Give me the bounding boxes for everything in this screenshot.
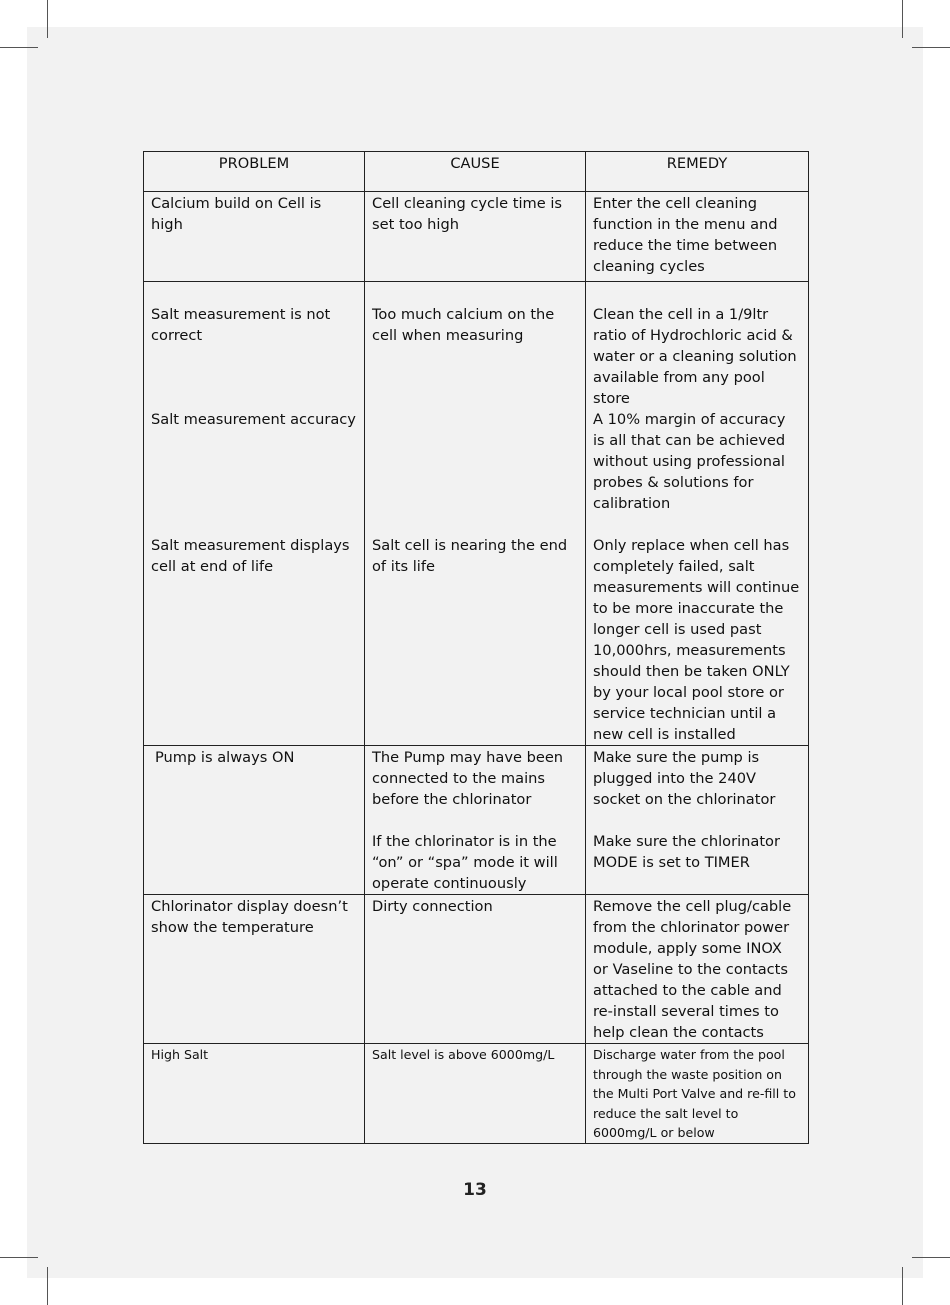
table-header-row [144, 152, 809, 192]
problem-cell [144, 895, 365, 1044]
cause-text: Dirty connection [372, 898, 493, 915]
cause-text: Cell cleaning cycle time is set too high [372, 195, 562, 233]
remedy-cell [586, 282, 809, 746]
problem-text: Pump is always ON [155, 749, 295, 766]
problem-cell [144, 1044, 365, 1144]
problem-text: Salt measurement displays cell at end of life [151, 537, 350, 575]
table-row [144, 895, 809, 1044]
problem-text: Chlorinator display doesn’t show the temperature [151, 898, 348, 936]
remedy-text: Remove the cell plug/cable from the chlorinator power module, apply some INOX or Vaseline to the contacts attached to the cable and re-install several times to help clean the contacts [593, 898, 792, 1041]
crop-mark [47, 0, 48, 38]
remedy-text: Discharge water from the pool through the waste position on the Multi Port Valve and re-fill to reduce the salt level to 6000mg/L or below [593, 1047, 796, 1140]
crop-mark [0, 1257, 38, 1258]
table-row [144, 282, 809, 746]
header-remedy: REMEDY [586, 152, 809, 192]
remedy-text: Enter the cell cleaning function in the menu and reduce the time between cleaning cycles [593, 195, 778, 275]
troubleshooting-table [143, 151, 809, 1144]
crop-mark [912, 1257, 950, 1258]
remedy-text: Make sure the chlorinator MODE is set to TIMER [593, 833, 780, 871]
crop-mark [47, 1267, 48, 1305]
remedy-cell [586, 192, 809, 282]
cause-cell [365, 895, 586, 1044]
cause-text: The Pump may have been connected to the mains before the chlorinator [372, 749, 564, 808]
crop-mark [0, 47, 38, 48]
remedy-cell [586, 746, 809, 895]
crop-mark [902, 0, 903, 38]
cause-cell [365, 1044, 586, 1144]
cause-cell [365, 282, 586, 746]
remedy-cell [586, 895, 809, 1044]
crop-mark [902, 1267, 903, 1305]
cause-text: Too much calcium on the cell when measuring [372, 306, 555, 344]
problem-cell [144, 282, 365, 746]
cause-text: Salt cell is nearing the end of its life [372, 537, 568, 575]
cause-text: Salt level is above 6000mg/L [372, 1047, 555, 1062]
remedy-text: Make sure the pump is plugged into the 240V socket on the chlorinator [593, 749, 776, 808]
cause-cell [365, 192, 586, 282]
remedy-text: A 10% margin of accuracy is all that can be achieved without using professional probes & solutions for calibration [593, 411, 786, 512]
cause-text: If the chlorinator is in the “on” or “spa” mode it will operate continuously [372, 833, 558, 892]
cause-cell [365, 746, 586, 895]
remedy-text: Clean the cell in a 1/9ltr ratio of Hydrochloric acid & water or a cleaning solution available from any pool store [593, 306, 797, 407]
problem-cell [144, 746, 365, 895]
problem-text: Salt measurement accuracy [151, 411, 356, 428]
crop-mark [912, 47, 950, 48]
problem-text: Salt measurement is not correct [151, 306, 331, 344]
remedy-text: Only replace when cell has completely failed, salt measurements will continue to be more inaccurate the longer cell is used past 10,000hrs, measurements should then be taken ONLY by your local pool store or service technician until a new cell is installed [593, 537, 800, 743]
problem-cell [144, 192, 365, 282]
table-row [144, 192, 809, 282]
page-number: 13 [463, 1180, 487, 1200]
header-problem: PROBLEM [144, 152, 365, 192]
problem-text: Calcium build on Cell is high [151, 195, 322, 233]
remedy-cell [586, 1044, 809, 1144]
table-row [144, 1044, 809, 1144]
table-row [144, 746, 809, 895]
problem-text: High Salt [151, 1047, 209, 1062]
header-cause: CAUSE [365, 152, 586, 192]
